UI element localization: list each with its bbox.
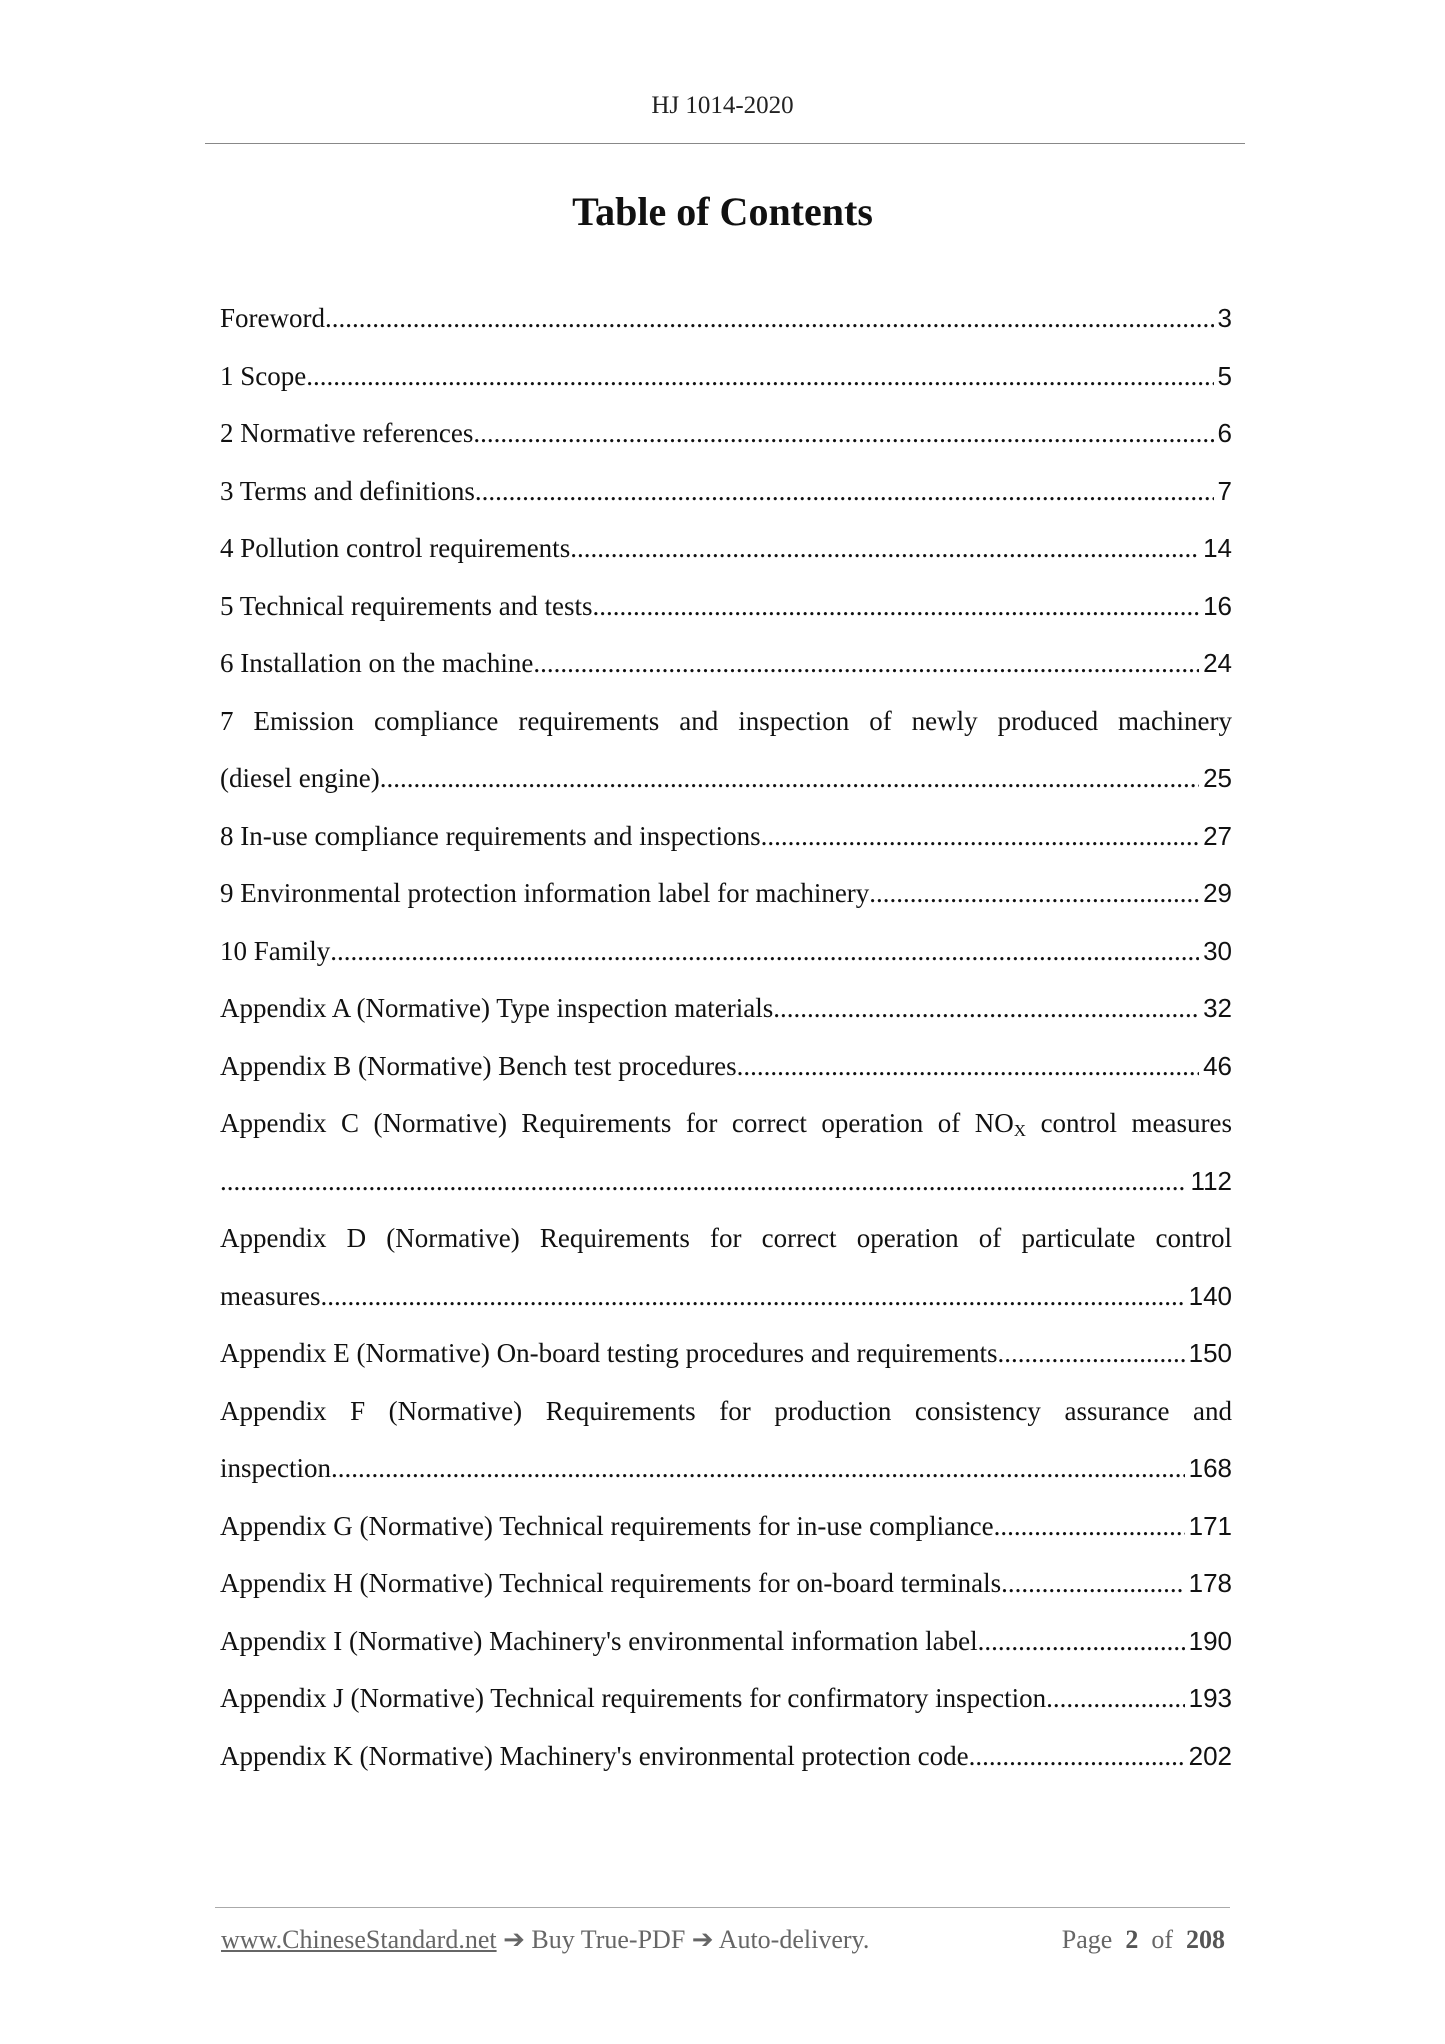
toc-entry-scope[interactable] bbox=[220, 348, 1232, 406]
toc-entry-label: Appendix G (Normative) Technical requirements for in-use compliance bbox=[220, 1510, 994, 1541]
toc-entry-page: 25 bbox=[1203, 763, 1232, 793]
dot-leader bbox=[773, 980, 1199, 1038]
toc-entry-appendix-c[interactable] bbox=[220, 1153, 1232, 1211]
toc-entry-label: measures bbox=[220, 1280, 321, 1311]
toc-entry-label: 9 Environmental protection information label for machinery bbox=[220, 878, 870, 908]
toc-entry-label: inspection bbox=[220, 1453, 331, 1483]
toc-entry-emission-compliance[interactable] bbox=[220, 750, 1232, 808]
toc-entry-appendix-i[interactable] bbox=[220, 1613, 1232, 1671]
dot-leader bbox=[475, 463, 1214, 521]
toc-entry-page: 6 bbox=[1217, 418, 1232, 448]
current-page-number: 2 bbox=[1125, 1925, 1139, 1954]
toc-entry-page: 190 bbox=[1188, 1625, 1232, 1656]
toc-entry-label: Foreword bbox=[220, 303, 325, 333]
toc-entry-info-label[interactable] bbox=[220, 865, 1232, 923]
toc-entry-page: 140 bbox=[1188, 1280, 1232, 1311]
toc-entry-label: Appendix I (Normative) Machinery's environmental information label bbox=[220, 1625, 978, 1656]
toc-entry-label: 6 Installation on the machine bbox=[220, 648, 534, 678]
page-indicator bbox=[1062, 1925, 1225, 1955]
arrow-right-icon: ➔ bbox=[691, 1925, 714, 1954]
dot-leader bbox=[570, 520, 1199, 578]
website-link[interactable]: www.ChineseStandard.net bbox=[221, 1925, 497, 1954]
toc-entry-appendix-d[interactable] bbox=[220, 1268, 1232, 1326]
toc-entry-label: 2 Normative references bbox=[220, 418, 474, 448]
toc-entry-label: 4 Pollution control requirements bbox=[220, 533, 571, 563]
dot-leader bbox=[969, 1728, 1185, 1786]
dot-leader bbox=[220, 1153, 1187, 1211]
dot-leader bbox=[331, 1440, 1185, 1498]
toc-entry-label: 5 Technical requirements and tests bbox=[220, 590, 593, 621]
toc-entry-appendix-e[interactable] bbox=[220, 1325, 1232, 1383]
toc-entry-technical-requirements[interactable] bbox=[220, 578, 1232, 636]
toc-entry-page: 29 bbox=[1203, 878, 1232, 908]
toc-entry-page: 32 bbox=[1203, 993, 1232, 1023]
toc-entry-page: 5 bbox=[1217, 360, 1232, 391]
toc-entry-page: 150 bbox=[1188, 1338, 1232, 1368]
arrow-right-icon: ➔ bbox=[503, 1925, 525, 1954]
page-word: Page bbox=[1061, 1925, 1113, 1954]
document-id-header: HJ 1014-2020 bbox=[651, 92, 794, 119]
dot-leader bbox=[473, 405, 1213, 463]
toc-entry-label: Appendix H (Normative) Technical requirements for on-board terminals bbox=[220, 1568, 1002, 1598]
toc-entry-page: 30 bbox=[1203, 935, 1232, 966]
toc-entry-label: Appendix J (Normative) Technical requirements for confirmatory inspection bbox=[220, 1683, 1047, 1713]
toc-entry-page: 112 bbox=[1190, 1165, 1232, 1196]
toc-entry-installation[interactable] bbox=[220, 635, 1232, 693]
table-of-contents bbox=[220, 290, 1232, 1785]
toc-entry-in-use-compliance[interactable] bbox=[220, 808, 1232, 866]
toc-entry-page: 202 bbox=[1188, 1740, 1232, 1771]
toc-entry-label: 1 Scope bbox=[220, 360, 307, 391]
toc-entry-page: 24 bbox=[1203, 648, 1232, 678]
toc-entry-normative-references[interactable] bbox=[220, 405, 1232, 463]
dot-leader bbox=[320, 1268, 1184, 1326]
toc-entry-page: 3 bbox=[1217, 303, 1232, 333]
footer-divider bbox=[215, 1907, 1230, 1908]
dot-leader bbox=[994, 1498, 1185, 1556]
toc-entry-label-part: Appendix C (Normative) Requirements for correct operation of NO bbox=[220, 1108, 1014, 1138]
toc-entry-page: 171 bbox=[1188, 1510, 1232, 1541]
toc-entry-appendix-c-line1[interactable] bbox=[220, 1095, 1232, 1153]
toc-entry-label: (diesel engine) bbox=[220, 763, 380, 793]
dot-leader bbox=[998, 1325, 1185, 1383]
toc-entry-appendix-g[interactable] bbox=[220, 1498, 1232, 1556]
toc-entry-terms-definitions[interactable] bbox=[220, 463, 1232, 521]
toc-entry-label: 8 In-use compliance requirements and inspections bbox=[220, 820, 761, 851]
dot-leader bbox=[325, 290, 1214, 348]
toc-entry-pollution-control[interactable] bbox=[220, 520, 1232, 578]
total-pages-number: 208 bbox=[1186, 1925, 1225, 1954]
dot-leader bbox=[869, 865, 1199, 923]
page-title: Table of Contents bbox=[572, 189, 873, 234]
toc-entry-page: 168 bbox=[1188, 1453, 1232, 1483]
of-word: of bbox=[1151, 1925, 1173, 1954]
dot-leader bbox=[593, 578, 1200, 636]
dot-leader bbox=[306, 348, 1213, 406]
toc-entry-page: 178 bbox=[1188, 1568, 1232, 1598]
buy-pdf-text: Buy True-PDF bbox=[531, 1925, 686, 1954]
dot-leader bbox=[533, 635, 1199, 693]
toc-entry-appendix-a[interactable] bbox=[220, 980, 1232, 1038]
toc-entry-label: Appendix E (Normative) On-board testing procedures and requirements bbox=[220, 1338, 998, 1368]
toc-entry-page: 14 bbox=[1203, 533, 1232, 563]
toc-entry-emission-compliance-line1[interactable]: 7 Emission compliance requirements and inspection of newly produced machinery bbox=[220, 705, 1232, 736]
toc-entry-appendix-j[interactable] bbox=[220, 1670, 1232, 1728]
toc-entry-page: 46 bbox=[1203, 1050, 1232, 1081]
toc-entry-page: 27 bbox=[1203, 820, 1232, 851]
toc-entry-appendix-f[interactable] bbox=[220, 1440, 1232, 1498]
subscript-x: X bbox=[1013, 1121, 1027, 1140]
toc-entry-appendix-b[interactable] bbox=[220, 1038, 1232, 1096]
footer-promo bbox=[221, 1925, 869, 1955]
dot-leader bbox=[380, 750, 1199, 808]
toc-entry-label: 3 Terms and definitions bbox=[220, 475, 475, 506]
toc-entry-label-part: control measures bbox=[1026, 1108, 1232, 1138]
toc-entry-appendix-k[interactable] bbox=[220, 1728, 1232, 1786]
dot-leader bbox=[761, 808, 1199, 866]
dot-leader bbox=[978, 1613, 1185, 1671]
toc-entry-label: Appendix A (Normative) Type inspection materials bbox=[220, 993, 774, 1023]
toc-entry-label: Appendix K (Normative) Machinery's environmental protection code bbox=[220, 1740, 969, 1771]
toc-entry-page: 7 bbox=[1217, 475, 1232, 506]
header-divider bbox=[205, 143, 1245, 144]
toc-entry-page: 16 bbox=[1203, 590, 1232, 621]
toc-entry-foreword[interactable] bbox=[220, 290, 1232, 348]
toc-entry-label: Appendix B (Normative) Bench test procedures bbox=[220, 1050, 737, 1081]
dot-leader bbox=[1001, 1555, 1185, 1613]
auto-delivery-text: Auto-delivery. bbox=[718, 1925, 870, 1954]
toc-entry-page: 193 bbox=[1188, 1683, 1232, 1713]
dot-leader bbox=[1046, 1670, 1185, 1728]
dot-leader bbox=[737, 1038, 1199, 1096]
toc-entry-appendix-h[interactable] bbox=[220, 1555, 1232, 1613]
toc-entry-label: 10 Family bbox=[220, 935, 331, 966]
toc-entry-family[interactable] bbox=[220, 923, 1232, 981]
dot-leader bbox=[330, 923, 1199, 981]
toc-entry-appendix-d-line1[interactable]: Appendix D (Normative) Requirements for correct operation of particulate control bbox=[220, 1223, 1232, 1253]
toc-entry-appendix-f-line1[interactable]: Appendix F (Normative) Requirements for production consistency assurance and bbox=[220, 1395, 1232, 1426]
